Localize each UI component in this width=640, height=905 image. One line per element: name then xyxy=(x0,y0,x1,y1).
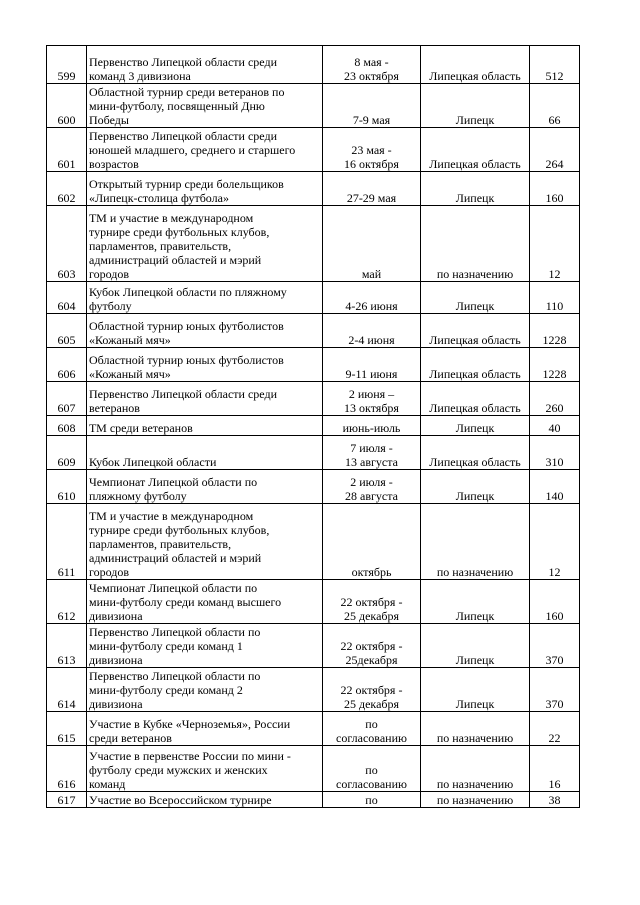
cell-qty: 16 xyxy=(530,746,580,792)
cell-date: 22 октября - 25 декабря xyxy=(323,668,421,712)
table-row xyxy=(47,470,580,504)
cell-name: Первенство Липецкой области по мини-футболу среди команд 1 дивизиона xyxy=(87,624,323,668)
cell-place: Липецкая область xyxy=(421,382,530,416)
cell-place: Липецк xyxy=(421,416,530,436)
cell-qty: 40 xyxy=(530,416,580,436)
cell-place: Липецкая область xyxy=(421,314,530,348)
cell-qty: 12 xyxy=(530,504,580,580)
cell-place: Липецкая область xyxy=(421,128,530,172)
cell-date: 9-11 июня xyxy=(323,348,421,382)
cell-name: Кубок Липецкой области xyxy=(87,436,323,470)
table-row xyxy=(47,668,580,712)
cell-num: 599 xyxy=(47,46,87,84)
cell-num: 607 xyxy=(47,382,87,416)
cell-qty: 160 xyxy=(530,172,580,206)
cell-name: Первенство Липецкой области среди ветеранов xyxy=(87,382,323,416)
cell-qty: 22 xyxy=(530,712,580,746)
cell-place: Липецкая область xyxy=(421,348,530,382)
cell-num: 601 xyxy=(47,128,87,172)
cell-name: Первенство Липецкой области по мини-футболу среди команд 2 дивизиона xyxy=(87,668,323,712)
cell-qty: 12 xyxy=(530,206,580,282)
cell-num: 609 xyxy=(47,436,87,470)
cell-place: по назначению xyxy=(421,504,530,580)
events-table-body xyxy=(47,46,580,808)
cell-date: 7-9 мая xyxy=(323,84,421,128)
table-row xyxy=(47,580,580,624)
cell-qty: 110 xyxy=(530,282,580,314)
cell-name: Чемпионат Липецкой области по пляжному футболу xyxy=(87,470,323,504)
cell-qty: 260 xyxy=(530,382,580,416)
cell-place: Липецк xyxy=(421,282,530,314)
cell-date: 4-26 июня xyxy=(323,282,421,314)
cell-name: Чемпионат Липецкой области по мини-футболу среди команд высшего дивизиона xyxy=(87,580,323,624)
cell-place: по назначению xyxy=(421,792,530,808)
cell-qty: 512 xyxy=(530,46,580,84)
cell-name: Участие во Всероссийском турнире xyxy=(87,792,323,808)
cell-place: Липецк xyxy=(421,172,530,206)
cell-place: Липецк xyxy=(421,624,530,668)
cell-num: 600 xyxy=(47,84,87,128)
cell-date: 27-29 мая xyxy=(323,172,421,206)
cell-num: 608 xyxy=(47,416,87,436)
cell-place: Липецкая область xyxy=(421,46,530,84)
cell-qty: 370 xyxy=(530,668,580,712)
cell-qty: 66 xyxy=(530,84,580,128)
cell-date: 7 июля - 13 августа xyxy=(323,436,421,470)
cell-num: 614 xyxy=(47,668,87,712)
cell-num: 616 xyxy=(47,746,87,792)
table-row xyxy=(47,712,580,746)
cell-qty: 160 xyxy=(530,580,580,624)
cell-date: 22 октября - 25декабря xyxy=(323,624,421,668)
table-row xyxy=(47,792,580,808)
table-row xyxy=(47,282,580,314)
cell-num: 602 xyxy=(47,172,87,206)
cell-qty: 1228 xyxy=(530,348,580,382)
table-row xyxy=(47,436,580,470)
table-row xyxy=(47,128,580,172)
cell-name: ТМ среди ветеранов xyxy=(87,416,323,436)
table-row xyxy=(47,416,580,436)
table-row xyxy=(47,746,580,792)
cell-num: 611 xyxy=(47,504,87,580)
cell-place: Липецк xyxy=(421,470,530,504)
cell-place: по назначению xyxy=(421,206,530,282)
cell-qty: 310 xyxy=(530,436,580,470)
cell-qty: 370 xyxy=(530,624,580,668)
cell-name: Открытый турнир среди болельщиков «Липецк-столица футбола» xyxy=(87,172,323,206)
cell-place: по назначению xyxy=(421,746,530,792)
cell-place: Липецк xyxy=(421,84,530,128)
cell-name: Участие в Кубке «Черноземья», России среди ветеранов xyxy=(87,712,323,746)
cell-date: 23 мая - 16 октября xyxy=(323,128,421,172)
cell-name: Областной турнир юных футболистов «Кожаный мяч» xyxy=(87,314,323,348)
cell-date: по xyxy=(323,792,421,808)
table-row xyxy=(47,46,580,84)
cell-place: Липецк xyxy=(421,668,530,712)
cell-place: Липецкая область xyxy=(421,436,530,470)
cell-qty: 264 xyxy=(530,128,580,172)
cell-qty: 140 xyxy=(530,470,580,504)
cell-date: 22 октября - 25 декабря xyxy=(323,580,421,624)
cell-name: Первенство Липецкой области среди юношей младшего, среднего и старшего возрастов xyxy=(87,128,323,172)
cell-date: октябрь xyxy=(323,504,421,580)
cell-num: 606 xyxy=(47,348,87,382)
cell-name: ТМ и участие в международном турнире среди футбольных клубов, парламентов, правительств, администраций областей и мэрий городов xyxy=(87,504,323,580)
cell-date: июнь-июль xyxy=(323,416,421,436)
cell-name: ТМ и участие в международном турнире среди футбольных клубов, парламентов, правительств, администраций областей и мэрий городов xyxy=(87,206,323,282)
cell-num: 613 xyxy=(47,624,87,668)
cell-date: 2 июля - 28 августа xyxy=(323,470,421,504)
cell-qty: 1228 xyxy=(530,314,580,348)
cell-name: Кубок Липецкой области по пляжному футболу xyxy=(87,282,323,314)
cell-num: 610 xyxy=(47,470,87,504)
cell-name: Областной турнир юных футболистов «Кожаный мяч» xyxy=(87,348,323,382)
cell-date: 2 июня – 13 октября xyxy=(323,382,421,416)
events-table xyxy=(46,45,580,808)
table-row xyxy=(47,348,580,382)
cell-name: Первенство Липецкой области среди команд 3 дивизиона xyxy=(87,46,323,84)
cell-date: по согласованию xyxy=(323,712,421,746)
cell-num: 615 xyxy=(47,712,87,746)
cell-num: 604 xyxy=(47,282,87,314)
cell-date: 2-4 июня xyxy=(323,314,421,348)
cell-place: по назначению xyxy=(421,712,530,746)
table-row xyxy=(47,382,580,416)
cell-num: 605 xyxy=(47,314,87,348)
table-row xyxy=(47,504,580,580)
table-row xyxy=(47,172,580,206)
cell-num: 617 xyxy=(47,792,87,808)
table-row xyxy=(47,624,580,668)
table-row xyxy=(47,314,580,348)
cell-date: 8 мая - 23 октября xyxy=(323,46,421,84)
table-row xyxy=(47,206,580,282)
cell-num: 612 xyxy=(47,580,87,624)
cell-date: по согласованию xyxy=(323,746,421,792)
cell-num: 603 xyxy=(47,206,87,282)
table-row xyxy=(47,84,580,128)
cell-date: май xyxy=(323,206,421,282)
cell-place: Липецк xyxy=(421,580,530,624)
cell-name: Участие в первенстве России по мини - футболу среди мужских и женских команд xyxy=(87,746,323,792)
cell-name: Областной турнир среди ветеранов по мини-футболу, посвященный Дню Победы xyxy=(87,84,323,128)
cell-qty: 38 xyxy=(530,792,580,808)
